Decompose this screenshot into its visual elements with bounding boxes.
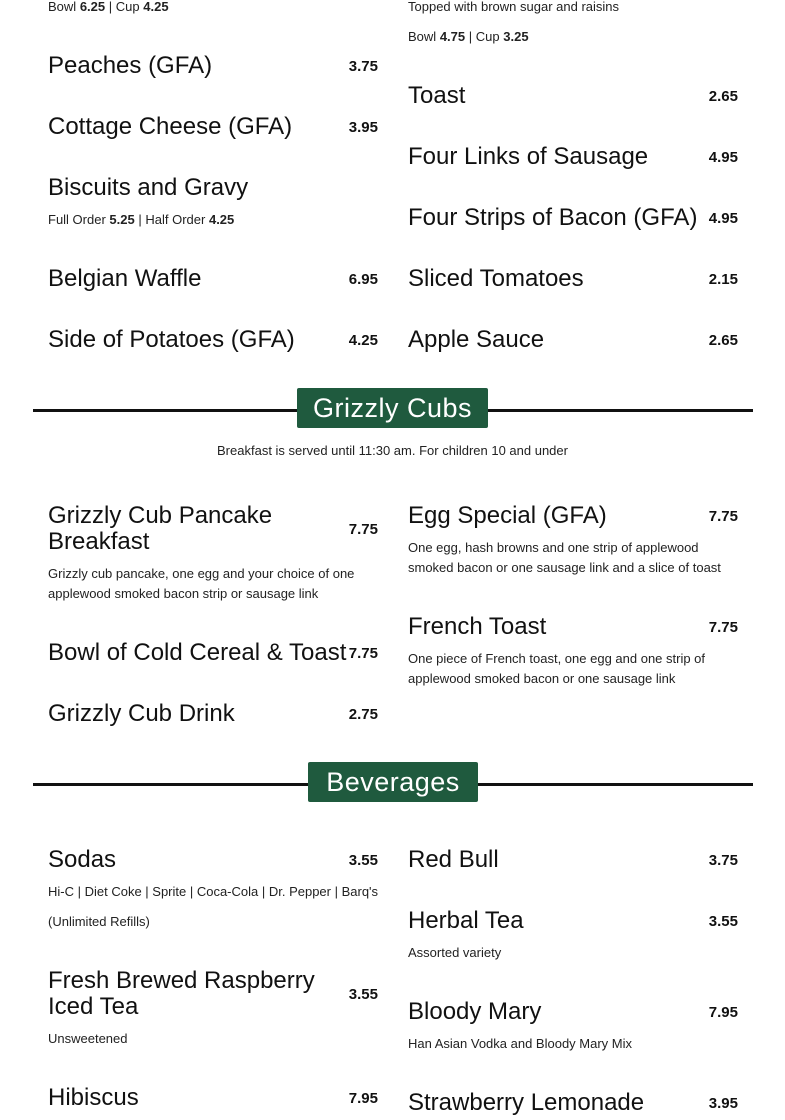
item-price: 7.95 <box>348 1090 378 1107</box>
item-name: Hibiscus <box>48 1084 139 1111</box>
item-name: Bloody Mary <box>408 998 542 1025</box>
item-price: 2.75 <box>348 706 378 723</box>
item-description: Full Order 5.25 | Half Order 4.25 <box>48 212 235 227</box>
item-name: Belgian Waffle <box>48 265 202 292</box>
item-price: 3.55 <box>348 986 378 1003</box>
item-price: 7.75 <box>348 645 378 662</box>
item-name: Side of Potatoes (GFA) <box>48 326 295 353</box>
item-description: Hi-C | Diet Coke | Sprite | Coca-Cola | Dr. Pepper | Barq's <box>48 884 379 899</box>
item-price: 2.65 <box>708 88 738 105</box>
item-price: 2.65 <box>708 332 738 349</box>
item-price: 7.75 <box>708 619 738 636</box>
item-name: Herbal Tea <box>408 907 524 934</box>
item-name: Bowl of Cold Cereal & Toast <box>48 639 347 666</box>
item-description: Assorted variety <box>408 945 502 960</box>
item-description: Topped with brown sugar and raisins <box>408 0 620 14</box>
item-description: Grizzly cub pancake, one egg and your choice of one applewood smoked bacon strip or sausage link <box>48 566 355 601</box>
item-description: Unsweetened <box>48 1031 128 1046</box>
item-description: Bowl 4.75 | Cup 3.25 <box>408 29 529 44</box>
item-price: 4.25 <box>348 332 378 349</box>
section-heading-beverages: Beverages <box>308 762 478 802</box>
item-name: Grizzly Cub Drink <box>48 700 235 727</box>
section-heading-grizzly-cubs: Grizzly Cubs <box>297 388 488 428</box>
item-price: 3.55 <box>708 913 738 930</box>
item-name: Fresh Brewed Raspberry Iced Tea <box>48 967 315 1020</box>
item-name: Sliced Tomatoes <box>408 265 584 292</box>
item-price: 3.75 <box>708 852 738 869</box>
item-name: Sodas <box>48 846 117 873</box>
item-price: 7.95 <box>708 1004 738 1021</box>
item-name: Toast <box>408 82 466 109</box>
item-description: One piece of French toast, one egg and one strip of applewood smoked bacon or one sausage link <box>408 651 706 686</box>
item-name: Apple Sauce <box>408 326 545 353</box>
item-description: Bowl 6.25 | Cup 4.25 <box>48 0 169 14</box>
item-name: Four Strips of Bacon (GFA) <box>408 204 698 231</box>
item-name: Strawberry Lemonade <box>408 1089 645 1116</box>
item-name: French Toast <box>408 613 547 640</box>
item-price: 3.75 <box>348 58 378 75</box>
item-description: One egg, hash browns and one strip of applewood smoked bacon or one sausage link and a slice of toast <box>408 540 721 575</box>
item-price: 3.55 <box>348 852 378 869</box>
item-price: 4.95 <box>708 149 738 166</box>
item-name: Egg Special (GFA) <box>408 502 607 529</box>
item-price: 7.75 <box>348 521 378 538</box>
item-price: 4.95 <box>708 210 738 227</box>
item-price: 2.15 <box>708 271 738 288</box>
item-description: Han Asian Vodka and Bloody Mary Mix <box>408 1036 633 1051</box>
item-name: Grizzly Cub Pancake Breakfast <box>48 502 273 555</box>
item-name: Peaches (GFA) <box>48 52 213 79</box>
item-price: 3.95 <box>348 119 378 136</box>
item-description: (Unlimited Refills) <box>48 914 150 929</box>
item-name: Biscuits and Gravy <box>48 174 249 201</box>
item-name: Red Bull <box>408 846 499 873</box>
item-name: Cottage Cheese (GFA) <box>48 113 293 140</box>
item-price: 7.75 <box>708 508 738 525</box>
item-name: Four Links of Sausage <box>408 143 649 170</box>
item-price: 3.95 <box>708 1095 738 1112</box>
section-note: Breakfast is served until 11:30 am. For children 10 and under <box>217 443 568 458</box>
item-price: 6.95 <box>348 271 378 288</box>
